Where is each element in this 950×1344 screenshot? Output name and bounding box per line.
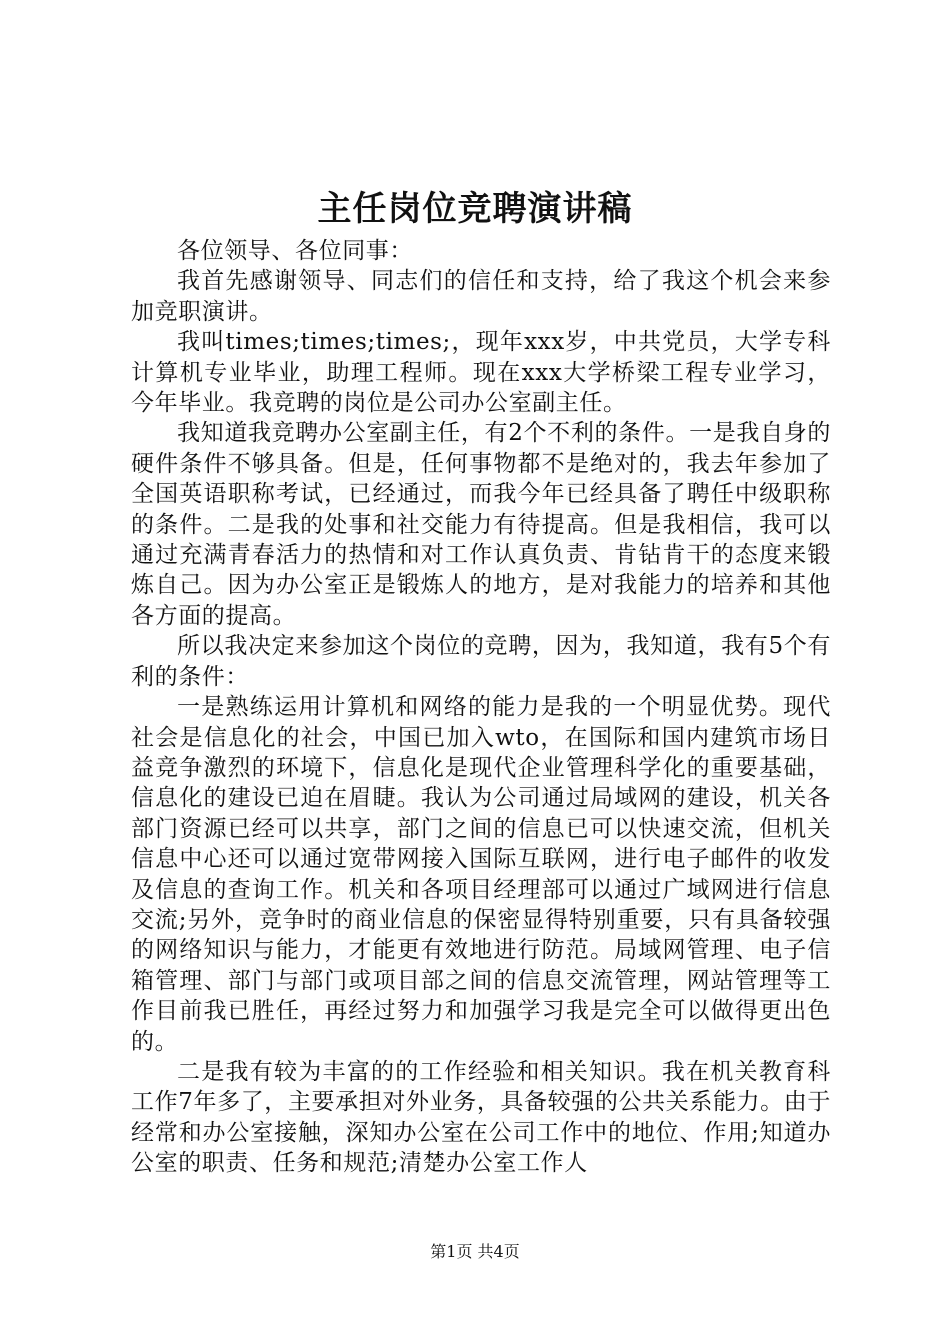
document-body (131, 236, 831, 1179)
paragraph: 一是熟练运用计算机和网络的能力是我的一个明显优势。现代社会是信息化的社会，中国已加入wto，在国际和国内建筑市场日益竞争激烈的环境下，信息化是现代企业管理科学化的重要基础，信息化的建设已迫在眉睫。我认为公司通过局域网的建设，机关各部门资源已经可以共享，部门之间的信息已可以快速交流，但机关信息中心还可以通过宽带网接入国际互联网，进行电子邮件的收发及信息的查询工作。机关和各项目经理部可以通过广域网进行信息交流;另外，竞争时的商业信息的保密显得特别重要，只有具备较强的网络知识与能力，才能更有效地进行防范。局域网管理、电子信箱管理、部门与部门或项目部之间的信息交流管理，网站管理等工作目前我已胜任，再经过努力和加强学习我是完全可以做得更出色的。 (131, 694, 831, 1055)
page-number-footer: 第1页 共4页 (430, 1242, 520, 1261)
paragraph: 我知道我竞聘办公室副主任，有2个不利的条件。一是我自身的硬件条件不够具备。但是，任何事物都不是绝对的，我去年参加了全国英语职称考试，已经通过，而我今年已经具备了聘任中级职称的条件。二是我的处事和社交能力有待提高。但是我相信，我可以通过充满青春活力的热情和对工作认真负责、肯钻肯干的态度来锻炼自己。因为办公室正是锻炼人的地方，是对我能力的培养和其他各方面的提高。 (131, 420, 831, 629)
paragraph: 我首先感谢领导、同志们的信任和支持，给了我这个机会来参加竞职演讲。 (131, 268, 831, 325)
paragraph: 所以我决定来参加这个岗位的竞聘，因为，我知道，我有5个有利的条件： (131, 633, 831, 690)
document-title: 主任岗位竞聘演讲稿 (317, 189, 633, 229)
paragraph: 我叫times;times;times;，现年xxx岁，中共党员，大学专科计算机专业毕业，助理工程师。现在xxx大学桥梁工程专业学习，今年毕业。我竞聘的岗位是公司办公室副主任。 (131, 329, 831, 417)
paragraph: 二是我有较为丰富的的工作经验和相关知识。我在机关教育科工作7年多了，主要承担对外业务，具备较强的公共关系能力。由于经常和办公室接触，深知办公室在公司工作中的地位、作用;知道办公室的职责、任务和规范;清楚办公室工作人 (131, 1058, 831, 1177)
paragraph-salutation: 各位领导、各位同事： (177, 238, 413, 264)
